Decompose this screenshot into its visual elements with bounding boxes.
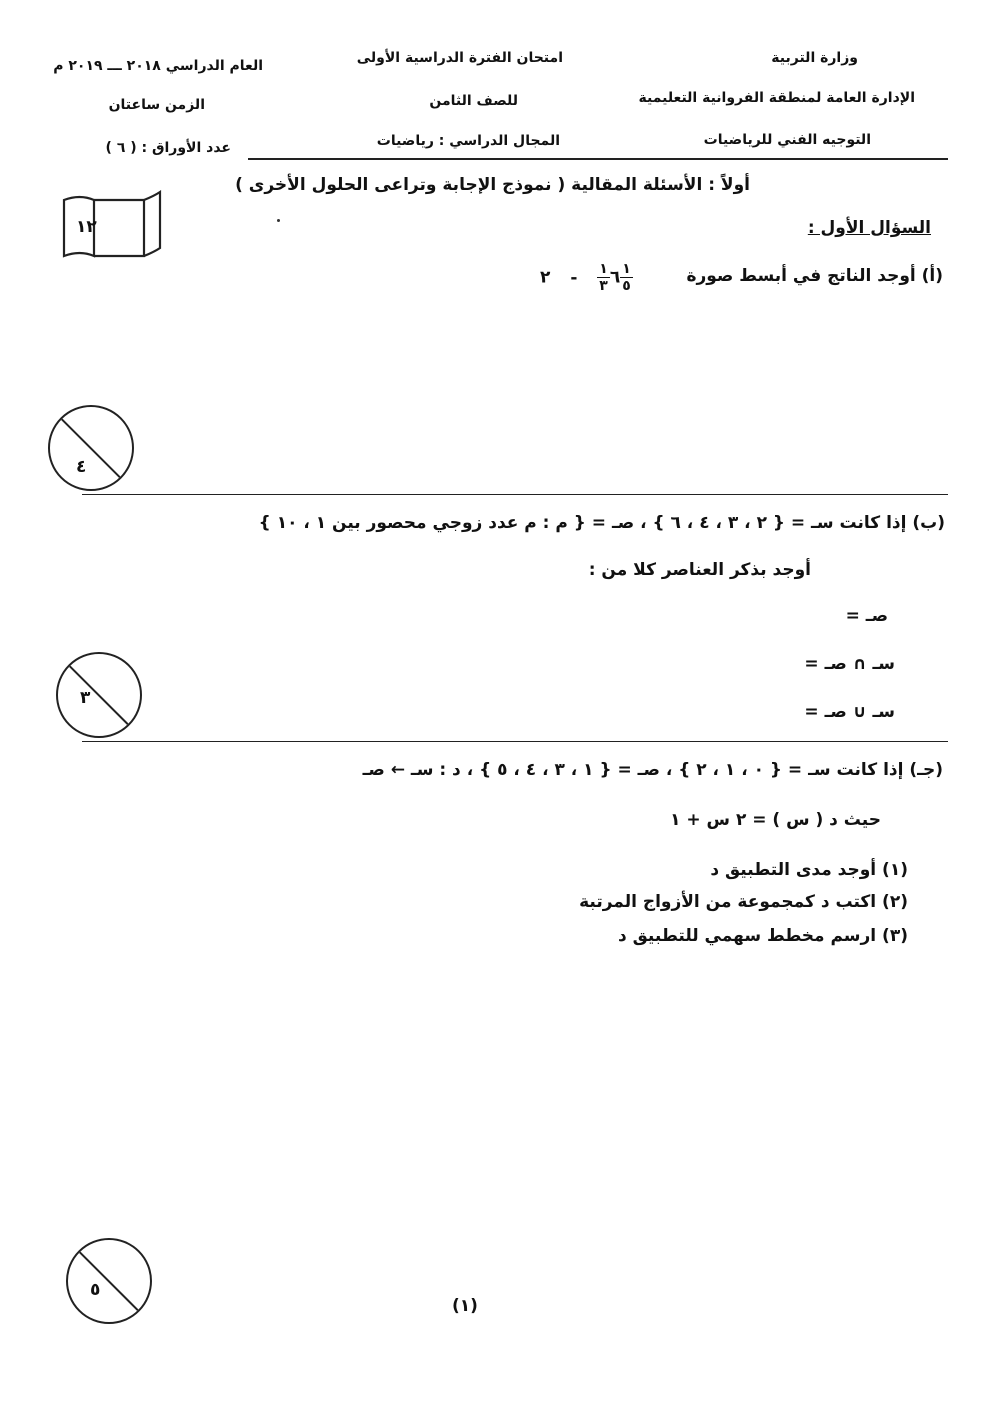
part-a-divider	[82, 494, 948, 495]
part-c-score: ٥	[90, 1280, 101, 1300]
question1-title: السؤال الأول :	[807, 218, 931, 238]
supervision-label: التوجيه الفني للرياضيات	[703, 132, 871, 148]
score-slash	[73, 1245, 144, 1316]
part-b-line-intersection: سـ ∩ صـ =	[804, 654, 895, 674]
stray-dot	[277, 219, 280, 222]
part-c-prompt: (جـ) إذا كانت سـ = { ٠ ، ١ ، ٢ } ، صـ = { ١ ، ٣ ، ٤ ، ٥ } ، د : سـ ← صـ	[362, 760, 943, 780]
part-a-whole1: ٦	[609, 267, 621, 288]
part-c-score-circle	[66, 1238, 152, 1324]
part-a-score-circle	[48, 405, 134, 491]
part-a-den1: ٣	[599, 278, 608, 294]
score-slash	[63, 659, 134, 730]
part-b-divider	[82, 741, 948, 742]
part-a-fraction1	[597, 262, 610, 293]
total-score-book-icon	[58, 190, 164, 262]
part-a-den2: ٥	[622, 278, 631, 294]
header-divider	[248, 158, 948, 160]
part-b-prompt: (ب) إذا كانت سـ = { ٢ ، ٣ ، ٤ ، ٦ } ، صـ = { م : م عدد زوجي محصور بين ١ ، ١٠ }	[258, 513, 945, 533]
part-c-item-2: (٢) اكتب د كمجموعة من الأزواج المرتبة	[579, 892, 908, 912]
part-b-score-circle	[56, 652, 142, 738]
part-c-item-3: (٣) ارسم مخطط سهمي للتطبيق د	[617, 926, 908, 946]
district-label: الإدارة العامة لمنطقة الفروانية التعليمية	[638, 90, 915, 106]
part-a-whole2: ٢	[540, 267, 551, 288]
part-b-line-union: سـ ∪ صـ =	[804, 702, 895, 722]
part-a-score: ٤	[76, 457, 87, 477]
part-c-rule: حيث د ( س ) = ٢ س + ١	[670, 810, 881, 830]
part-a-num2: ١	[622, 261, 631, 277]
duration-label: الزمن ساعتان	[108, 97, 205, 113]
part-a-fraction2	[620, 262, 633, 293]
score-slash	[55, 412, 126, 483]
part-b-line-y: صـ =	[845, 606, 888, 626]
part-c-item-1: (١) أوجد مدى التطبيق د	[710, 860, 908, 880]
grade-label: للصف الثامن	[429, 93, 518, 109]
part-a-expression	[540, 262, 633, 293]
exam-title: امتحان الفترة الدراسية الأولى	[356, 50, 563, 66]
pages-count-label: عدد الأوراق : ( ٦ )	[105, 140, 231, 156]
subject-label: المجال الدراسي : رياضيات	[376, 133, 560, 149]
part-a-operator: -	[570, 267, 578, 288]
part-a-prompt: (أ) أوجد الناتج في أبسط صورة	[686, 266, 943, 286]
part-a-num1: ١	[599, 261, 608, 277]
school-year-label: العام الدراسي ٢٠١٨ ـــ ٢٠١٩ م	[53, 58, 263, 74]
page-number: (١)	[452, 1296, 478, 1316]
part-b-instruction: أوجد بذكر العناصر كلا من :	[588, 560, 811, 580]
total-score-value: ١٢	[76, 217, 97, 237]
section-title: أولاً : الأسئلة المقالية ( نموذج الإجابة وتراعى الحلول الأخرى )	[235, 175, 750, 195]
part-b-score: ٣	[80, 688, 91, 708]
ministry-label: وزارة التربية	[771, 50, 858, 66]
